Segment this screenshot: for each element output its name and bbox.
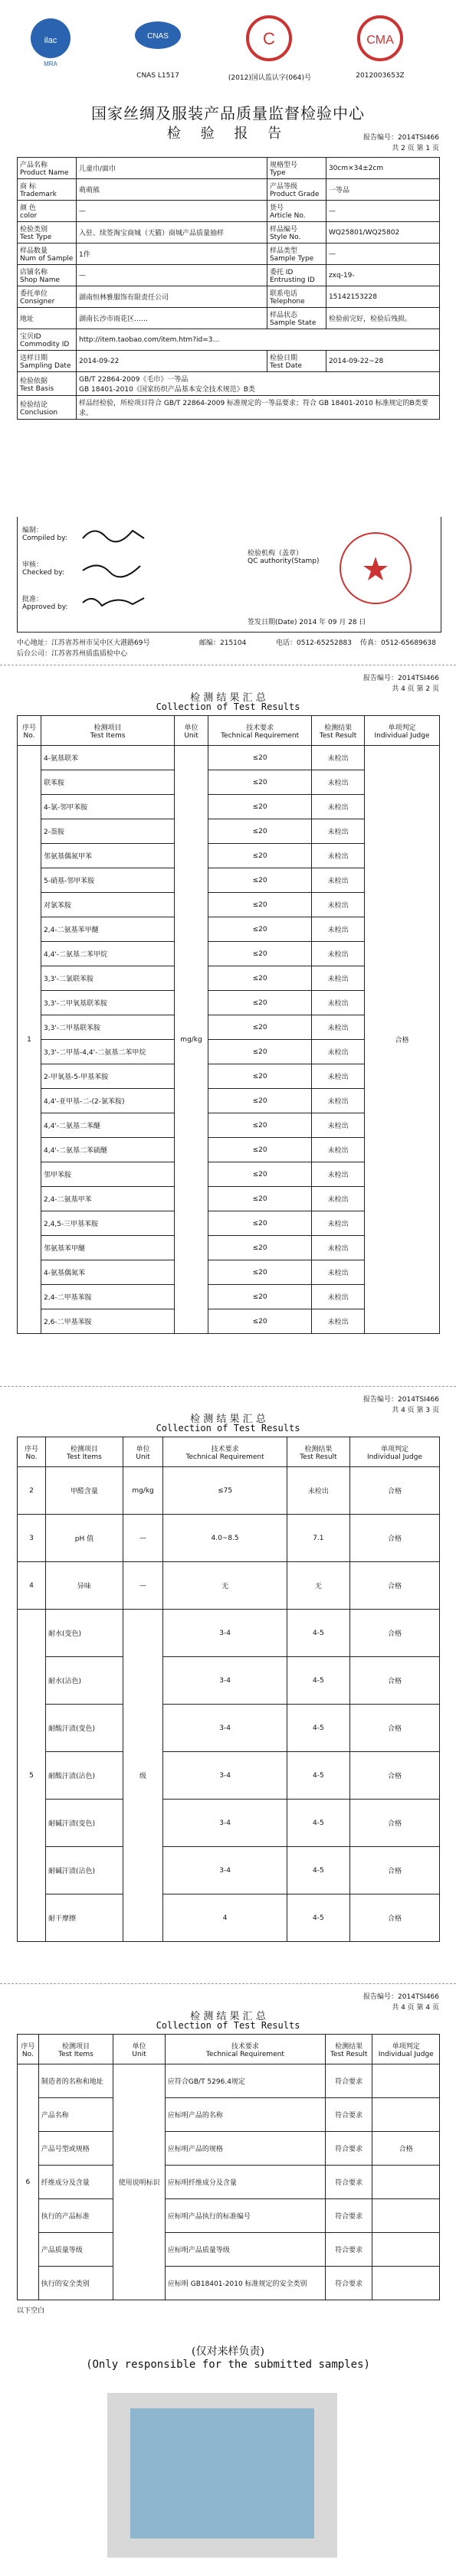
p2-title-en: Collection of Test Results [156, 701, 300, 712]
info-label: 样品数量 Num of Sample [18, 244, 77, 265]
p3-results-table [17, 1437, 440, 1942]
cell-req: 3-4 [163, 1800, 287, 1847]
cell-judge: 合格 [349, 1705, 439, 1752]
checked-signature [79, 557, 148, 581]
requirement: ≤20 [208, 1211, 311, 1236]
result: 未检出 [312, 991, 365, 1015]
requirement: ≤20 [208, 1138, 311, 1162]
p2-page-info: 共 4 页 第 2 页 [392, 685, 439, 693]
cell-item: 执行的产品标准 [38, 2199, 113, 2233]
info-row [18, 222, 440, 244]
item-name: 2-萘胺 [41, 819, 175, 844]
item-name: 3,3'-二甲基-4,4'-二氨基二苯甲烷 [41, 1040, 175, 1064]
requirement: ≤20 [208, 868, 311, 893]
p3-title-cn: 检 测 结 果 汇 总 [190, 1414, 266, 1425]
result: 未检出 [312, 942, 365, 966]
sample-title-cn: (仅对来样负责) [192, 2346, 264, 2358]
info-row [18, 396, 440, 420]
cell-req: 应标明纤维成分及含量 [165, 2166, 325, 2199]
info-label: 委托 ID Entrusting ID [267, 265, 326, 286]
info-label: 地址 [18, 308, 77, 329]
info-label: 店铺名称 Shop Name [18, 265, 77, 286]
table-header: 检测结果 Test Result [325, 2035, 372, 2064]
cell-item: 耐水(沾色) [46, 1657, 123, 1705]
result: 未检出 [312, 1236, 365, 1260]
cell-req: 3-4 [163, 1847, 287, 1894]
table-header: 检测项目 Test Items [41, 716, 175, 746]
cell-item: 耐碱汗渍(沾色) [46, 1847, 123, 1894]
signature-area [17, 517, 441, 633]
requirement: ≤20 [208, 893, 311, 917]
cell-item: 异味 [46, 1562, 123, 1610]
item-name: 4,4'-二氨基二苯硫醚 [41, 1138, 175, 1162]
table-header: 单项判定 Individual Judge [349, 1437, 439, 1467]
item-name: 邻氨基偶氮甲苯 [41, 844, 175, 868]
cell-req: ≤75 [163, 1467, 287, 1515]
info-value: 1件 [77, 244, 267, 265]
result: 未检出 [312, 1211, 365, 1236]
cell-unit: 使用说明标识 [113, 2064, 166, 2300]
result: 未检出 [312, 917, 365, 942]
requirement: ≤20 [208, 1064, 311, 1089]
cell-judge: 合格 [349, 1610, 439, 1657]
result: 未检出 [312, 1285, 365, 1309]
cell-req: 应标明产品执行的标准编号 [165, 2199, 325, 2233]
requirement: ≤20 [208, 746, 311, 770]
requirement: ≤20 [208, 1187, 311, 1211]
p2-title-cn: 检 测 结 果 汇 总 [190, 692, 266, 704]
table-row [18, 1705, 440, 1752]
info-label: 委托单位 Consigner [18, 286, 77, 308]
item-name: 2,4-二氨基苯甲醚 [41, 917, 175, 942]
sample-photo [107, 2393, 337, 2558]
requirement: ≤20 [208, 1285, 311, 1309]
ilac-mra-logo [23, 12, 78, 67]
p2-report-no: 报告编号：2014TSI466 [363, 675, 439, 682]
table-row [18, 1562, 440, 1610]
info-row [18, 351, 440, 372]
info-label: 宝贝ID Commodity ID [18, 329, 77, 351]
p4-results-table [17, 2034, 440, 2300]
cell-item: 甲醛含量 [46, 1467, 123, 1515]
table-row [18, 2064, 440, 2098]
table-row [18, 2132, 440, 2166]
info-value: 儿童巾/面巾 [77, 158, 267, 179]
cell-judge: 合格 [349, 1515, 439, 1562]
cell-item: 纤维成分及含量 [38, 2166, 113, 2199]
info-row [18, 308, 440, 329]
table-row [18, 1847, 440, 1894]
cell-req: 应标明产品的规格 [165, 2132, 325, 2166]
item-name: 4,4'-二氨基二苯甲烷 [41, 942, 175, 966]
svg-text:CMA: CMA [366, 34, 394, 47]
info-label: 样品编号 Style No. [267, 222, 326, 244]
info-label: 规格型号 Type [267, 158, 326, 179]
table-row [18, 1752, 440, 1800]
info-value: http://item.taobao.com/item.htm?id=3… [77, 329, 440, 351]
footer-note: 后台公司：江苏省苏州质监质检中心 [17, 650, 128, 658]
cell-result: 4-5 [287, 1657, 349, 1705]
info-label: 样品类型 Sample Type [267, 244, 326, 265]
item-name: 邻氨基苯甲醚 [41, 1236, 175, 1260]
info-value: 入驻、续签淘宝商城（天猫）商城产品质量抽样 [77, 222, 267, 244]
table-header: 检测结果 Test Result [287, 1437, 349, 1467]
cell-req: 3-4 [163, 1705, 287, 1752]
result: 未检出 [312, 1187, 365, 1211]
table-header: 序号 No. [18, 1437, 46, 1467]
cell-result: 7.1 [287, 1515, 349, 1562]
towel-image [130, 2408, 314, 2538]
info-row [18, 265, 440, 286]
org-title: 国家丝绸及服装产品质量监督检验中心 [91, 104, 365, 123]
table-row [18, 1800, 440, 1847]
page-divider [0, 1983, 456, 1984]
table-header: 单位 Unit [123, 1437, 162, 1467]
table-header: 技术要求 Technical Requirement [163, 1437, 287, 1467]
info-value: 检验前完好，检验后残损。 [326, 308, 439, 329]
table-row [18, 746, 440, 770]
info-row [18, 286, 440, 308]
cell-req: 3-4 [163, 1657, 287, 1705]
info-label: 样品状态 Sample State [267, 308, 326, 329]
requirement: ≤20 [208, 1162, 311, 1187]
info-value: 湖南长沙市雨花区…… [77, 308, 267, 329]
cell-result: 4-5 [287, 1800, 349, 1847]
requirement: ≤20 [208, 819, 311, 844]
p4-report-no: 报告编号：2014TSI466 [363, 1993, 439, 2001]
info-label: 检验类别 Test Type [18, 222, 77, 244]
item-name: 2-甲氧基-5-甲基苯胺 [41, 1064, 175, 1089]
table-header: 技术要求 Technical Requirement [165, 2035, 325, 2064]
cell-item: 产品名称 [38, 2098, 113, 2132]
cell-judge: 合格 [349, 1752, 439, 1800]
cell-item: 执行的安全类别 [38, 2267, 113, 2300]
table-row [18, 2098, 440, 2132]
cell-result: 4-5 [287, 1610, 349, 1657]
table-header: 检测项目 Test Items [46, 1437, 123, 1467]
result: 未检出 [312, 1309, 365, 1334]
cma1-caption: (2012)国认监认字(064)号 [228, 74, 312, 82]
cell-result: 符合要求 [325, 2098, 372, 2132]
cell-no: 2 [18, 1467, 46, 1515]
p3-page-info: 共 4 页 第 3 页 [392, 1407, 439, 1414]
requirement: ≤20 [208, 1236, 311, 1260]
table-header: 单位 Unit [175, 716, 208, 746]
cell-result: 未检出 [287, 1467, 349, 1515]
issue-date: 签发日期(Date) 2014 年 09 月 28 日 [248, 619, 366, 626]
svg-text:MRA: MRA [44, 60, 57, 67]
cell-req: 应标明产品的名称 [165, 2098, 325, 2132]
result: 未检出 [312, 1015, 365, 1040]
item-name: 5-硝基-邻甲苯胺 [41, 868, 175, 893]
info-value: 30cm×34±2cm [326, 158, 439, 179]
cnas-logo [130, 12, 185, 67]
info-row [18, 329, 440, 351]
table-row [18, 2199, 440, 2233]
unit: mg/kg [175, 746, 208, 1334]
requirement: ≤20 [208, 942, 311, 966]
requirement: ≤20 [208, 844, 311, 868]
requirement: ≤20 [208, 1309, 311, 1334]
cell-req: 4.0~8.5 [163, 1515, 287, 1562]
cell-item: 产品质量等级 [38, 2233, 113, 2267]
result: 未检出 [312, 746, 365, 770]
cell-unit: 级 [123, 1610, 162, 1942]
info-row [18, 201, 440, 222]
cell-unit: — [123, 1562, 162, 1610]
cell-req: 4 [163, 1894, 287, 1942]
cell-item: 耐干摩擦 [46, 1894, 123, 1942]
item-name: 3,3'-二甲基联苯胺 [41, 1015, 175, 1040]
result: 未检出 [312, 1260, 365, 1285]
cell-judge: 合格 [349, 1657, 439, 1705]
cell-item: 产品号型或规格 [38, 2132, 113, 2166]
item-name: 3,3'-二氯联苯胺 [41, 966, 175, 991]
table-header: 序号 No. [18, 716, 41, 746]
table-header: 单位 Unit [113, 2035, 166, 2064]
result: 未检出 [312, 1089, 365, 1113]
cell-judge: 合格 [349, 1800, 439, 1847]
cell-judge: 合格 [372, 2132, 440, 2166]
cell-judge [372, 2166, 440, 2199]
table-row [18, 1610, 440, 1657]
footer-address: 中心地址：江苏省苏州市吴中区大港路69号 [17, 639, 150, 647]
cell-req: 应符合GB/T 5296.4规定 [165, 2064, 325, 2098]
info-label: 检验结论 Conclusion [18, 396, 77, 420]
cell-req: 3-4 [163, 1752, 287, 1800]
header-logos [15, 12, 441, 96]
info-value: 2014-09-22~28 [326, 351, 439, 372]
svg-text:CNAS: CNAS [147, 32, 169, 41]
item-name: 3,3'-二甲氧基联苯胺 [41, 991, 175, 1015]
info-value: 样品经检验，所检项目符合 GB/T 22864-2009 标准规定的一等品要求；符合 GB 18401-2010 标准规定的B类要求。 [77, 396, 440, 420]
cell-result: 符合要求 [325, 2132, 372, 2166]
cell-judge [372, 2199, 440, 2233]
sample-title-en: (Only responsible for the submitted samples) [86, 2359, 370, 2371]
cell-item: 耐酸汗渍(沾色) [46, 1752, 123, 1800]
table-header: 单项判定 Individual Judge [364, 716, 439, 746]
table-header: 检测结果 Test Result [312, 716, 365, 746]
result: 未检出 [312, 868, 365, 893]
cnas-caption: CNAS L1517 [136, 72, 179, 80]
result: 未检出 [312, 966, 365, 991]
approved-signature [79, 590, 148, 615]
table-row [18, 2233, 440, 2267]
cell-judge: 合格 [349, 1847, 439, 1894]
result: 未检出 [312, 1113, 365, 1138]
cma2-caption: 2012003653Z [356, 72, 405, 80]
stamp-text: 检验机构（盖章） QC authority(Stamp) [248, 550, 320, 565]
p3-report-no: 报告编号：2014TSI466 [363, 1396, 439, 1404]
info-value: — [326, 244, 439, 265]
item-name: 邻甲苯胺 [41, 1162, 175, 1187]
judge: 合格 [364, 746, 439, 1334]
cma-logo-2 [353, 12, 408, 67]
cma-logo-1 [241, 12, 297, 67]
table-header: 检测项目 Test Items [38, 2035, 113, 2064]
info-label: 产品名称 Product Name [18, 158, 77, 179]
info-label: 产品等级 Product Grade [267, 179, 326, 201]
requirement: ≤20 [208, 1015, 311, 1040]
requirement: ≤20 [208, 1040, 311, 1064]
requirement: ≤20 [208, 1113, 311, 1138]
result: 未检出 [312, 1138, 365, 1162]
cell-unit: mg/kg [123, 1467, 162, 1515]
item-name: 2,4,5-三甲基苯胺 [41, 1211, 175, 1236]
result: 未检出 [312, 819, 365, 844]
compiled-signature [79, 523, 148, 548]
cell-no: 5 [18, 1610, 46, 1942]
info-value: 2014-09-22 [77, 351, 267, 372]
info-row [18, 372, 440, 396]
requirement: ≤20 [208, 1260, 311, 1285]
item-name: 4,4'-亚甲基-二-(2-氯苯胺) [41, 1089, 175, 1113]
cell-judge [372, 2098, 440, 2132]
cell-item: 耐水(变色) [46, 1610, 123, 1657]
result: 未检出 [312, 795, 365, 819]
item-name: 联苯胺 [41, 770, 175, 795]
info-value: 萌萌熊 [77, 179, 267, 201]
item-name: 4-氯-邻甲苯胺 [41, 795, 175, 819]
requirement: ≤20 [208, 770, 311, 795]
info-row [18, 244, 440, 265]
cell-no: 4 [18, 1562, 46, 1610]
cell-req: 无 [163, 1562, 287, 1610]
approved-label: 批准： Approved by: [22, 596, 68, 611]
info-row [18, 179, 440, 201]
cell-result: 4-5 [287, 1894, 349, 1942]
info-value: 一等品 [326, 179, 439, 201]
result: 未检出 [312, 770, 365, 795]
p4-page-info: 共 4 页 第 4 页 [392, 2004, 439, 2012]
p3-title-en: Collection of Test Results [156, 1423, 300, 1433]
compiled-label: 编制： Compiled by: [22, 527, 67, 542]
info-value: WQ25801/WQ25802 [326, 222, 439, 244]
cell-judge: 合格 [349, 1894, 439, 1942]
svg-text:ilac: ilac [44, 36, 57, 45]
table-row [18, 2166, 440, 2199]
cell-item: pH 值 [46, 1515, 123, 1562]
info-label: 货号 Article No. [267, 201, 326, 222]
report-no: 报告编号：2014TSI466 [363, 134, 439, 142]
table-row [18, 2267, 440, 2300]
cell-unit: — [123, 1515, 162, 1562]
cell-item: 耐碱汗渍(变色) [46, 1800, 123, 1847]
requirement: ≤20 [208, 991, 311, 1015]
requirement: ≤20 [208, 795, 311, 819]
cell-req: 应标明 GB18401-2010 标准规定的安全类别 [165, 2267, 325, 2300]
info-value: — [77, 265, 267, 286]
info-label: 商 标 Trademark [18, 179, 77, 201]
cell-no: 3 [18, 1515, 46, 1562]
footer-fax: 传真：0512-65689638 [360, 639, 436, 647]
cell-judge: 合格 [349, 1467, 439, 1515]
result: 未检出 [312, 844, 365, 868]
cell-result: 4-5 [287, 1705, 349, 1752]
result: 未检出 [312, 1064, 365, 1089]
cell-result: 4-5 [287, 1847, 349, 1894]
cell-judge: 合格 [349, 1562, 439, 1610]
table-header: 技术要求 Technical Requirement [208, 716, 311, 746]
report-title: 检 验 报 告 [166, 126, 290, 142]
info-table [17, 157, 440, 420]
checked-label: 审核： Checked by: [22, 561, 64, 577]
table-row [18, 1894, 440, 1942]
cell-judge [372, 2064, 440, 2098]
item-name: 2,4-二甲基苯胺 [41, 1285, 175, 1309]
info-label: 检验日期 Test Date [267, 351, 326, 372]
cell-item: 制造者的名称和地址 [38, 2064, 113, 2098]
p4-title-en: Collection of Test Results [156, 2020, 300, 2031]
cell-no: 6 [18, 2064, 39, 2300]
table-row [18, 1657, 440, 1705]
page-info: 共 2 页 第 1 页 [392, 145, 439, 152]
svg-text:C: C [263, 29, 275, 48]
table-header: 序号 No. [18, 2035, 39, 2064]
info-value: — [326, 201, 439, 222]
page-divider [0, 1386, 456, 1387]
result: 未检出 [312, 1162, 365, 1187]
item-name: 2,4-二氨基甲苯 [41, 1187, 175, 1211]
p2-results-table [17, 715, 440, 1334]
requirement: ≤20 [208, 1089, 311, 1113]
table-header: 单项判定 Individual Judge [372, 2035, 440, 2064]
official-stamp [340, 532, 412, 604]
footer-tel: 电话：0512-65252883 [276, 639, 352, 647]
item-name: 4,4'-二氨基二苯醚 [41, 1113, 175, 1138]
cell-result: 符合要求 [325, 2166, 372, 2199]
cell-result: 4-5 [287, 1752, 349, 1800]
p4-note: 以下空白 [17, 2307, 45, 2315]
table-row [18, 1515, 440, 1562]
result: 未检出 [312, 1040, 365, 1064]
info-value: 湖南恒林雅服饰有限责任公司 [77, 286, 267, 308]
cell-result: 符合要求 [325, 2199, 372, 2233]
item-name: 4-氨基偶氮苯 [41, 1260, 175, 1285]
cell-judge [372, 2233, 440, 2267]
cell-req: 3-4 [163, 1610, 287, 1657]
info-value: zxq-19- [326, 265, 439, 286]
info-label: 联系电话 Telephone [267, 286, 326, 308]
row-no: 1 [18, 746, 41, 1334]
cell-result: 无 [287, 1562, 349, 1610]
item-name: 4-氨基联苯 [41, 746, 175, 770]
cell-result: 符合要求 [325, 2233, 372, 2267]
info-label: 颜 色 color [18, 201, 77, 222]
cell-item: 耐酸汗渍(变色) [46, 1705, 123, 1752]
requirement: ≤20 [208, 966, 311, 991]
p4-title-cn: 检 测 结 果 汇 总 [190, 2011, 266, 2022]
cell-req: 应标明产品质量等级 [165, 2233, 325, 2267]
cell-result: 符合要求 [325, 2064, 372, 2098]
info-value: 15142153228 [326, 286, 439, 308]
table-row [18, 1467, 440, 1515]
requirement: ≤20 [208, 917, 311, 942]
footer-postcode: 邮编：215104 [199, 639, 247, 647]
cell-judge [372, 2267, 440, 2300]
item-name: 对氯苯胺 [41, 893, 175, 917]
cell-result: 符合要求 [325, 2267, 372, 2300]
info-label: 送样日期 Sampling Date [18, 351, 77, 372]
item-name: 2,6-二甲基苯胺 [41, 1309, 175, 1334]
info-value: GB/T 22864-2009《毛巾》一等品 GB 18401-2010《国家纺织产品基本安全技术规范》B类 [77, 372, 440, 396]
info-label: 检验依据 Test Basis [18, 372, 77, 396]
result: 未检出 [312, 893, 365, 917]
info-row [18, 158, 440, 179]
info-value: — [77, 201, 267, 222]
